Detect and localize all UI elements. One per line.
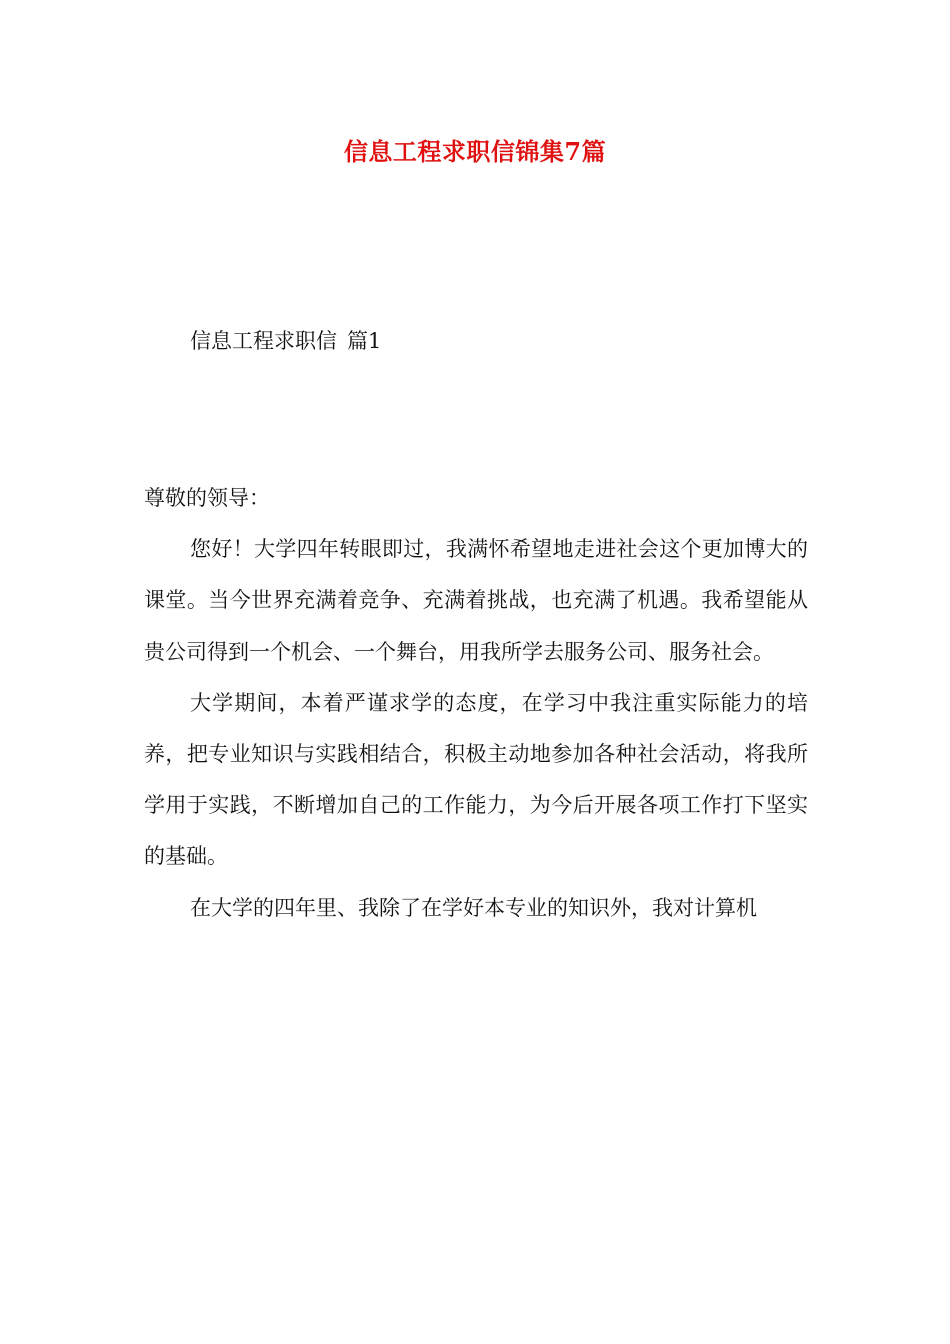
letter-body xyxy=(144,473,808,934)
section-heading-text: 信息工程求职信 xyxy=(190,329,337,353)
paragraph-1: 您好！大学四年转眼即过，我满怀希望地走进社会这个更加博大的课堂。当今世界充满着竞争、充满着挑战，也充满了机遇。我希望能从贵公司得到一个机会、一个舞台，用我所学去服务公司、服务社会。 xyxy=(144,537,808,664)
salutation: 尊敬的领导： xyxy=(144,486,270,510)
paragraph-2: 大学期间，本着严谨求学的态度，在学习中我注重实际能力的培养，把专业知识与实践相结合，积极主动地参加各种社会活动，将我所学用于实践，不断增加自己的工作能力，为今后开展各项工作打下坚实的基础。 xyxy=(144,690,808,869)
section-number: 篇1 xyxy=(347,329,382,353)
paragraph-3: 在大学的四年里、我除了在学好本专业的知识外，我对计算机 xyxy=(190,895,757,920)
document-title: 信息工程求职信锦集7篇 xyxy=(343,137,607,166)
section-heading xyxy=(190,326,381,356)
